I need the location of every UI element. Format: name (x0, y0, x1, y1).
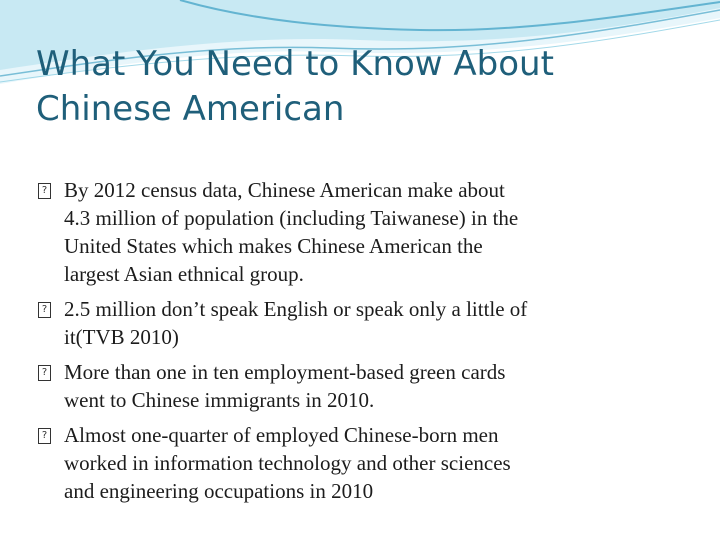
bullet-line: 4.3 million of population (including Taiwanese) in the (64, 206, 519, 230)
bullet-item-3 (36, 358, 686, 414)
title-line-2: Chinese American (36, 89, 345, 129)
bullet-line: Almost one-quarter of employed Chinese-born men (64, 423, 499, 447)
bullet-line: went to Chinese immigrants in 2010. (64, 388, 375, 412)
missing-glyph-icon: ? (38, 428, 51, 444)
missing-glyph-icon: ? (38, 302, 51, 318)
title-line-1: What You Need to Know About (36, 44, 554, 84)
bullet-line: 2.5 million don’t speak English or speak only a little of (64, 297, 528, 321)
bullet-line: and engineering occupations in 2010 (64, 479, 374, 503)
bullet-text (64, 176, 686, 288)
bullet-line: worked in information technology and other sciences (64, 451, 511, 475)
bullet-text (64, 295, 686, 351)
bullet-line: By 2012 census data, Chinese American make about (64, 178, 505, 202)
bullet-text (64, 421, 686, 505)
bullet-line: it(TVB 2010) (64, 325, 179, 349)
slide-title (36, 42, 696, 132)
bullet-text (64, 358, 686, 414)
missing-glyph-icon: ? (38, 365, 51, 381)
bullet-line: largest Asian ethnical group. (64, 262, 304, 286)
missing-glyph-icon: ? (38, 183, 51, 199)
bullet-item-1 (36, 176, 686, 288)
bullet-list (36, 176, 686, 512)
bullet-line: United States which makes Chinese American the (64, 234, 483, 258)
bullet-item-4 (36, 421, 686, 505)
bullet-item-2 (36, 295, 686, 351)
bullet-line: More than one in ten employment-based green cards (64, 360, 506, 384)
